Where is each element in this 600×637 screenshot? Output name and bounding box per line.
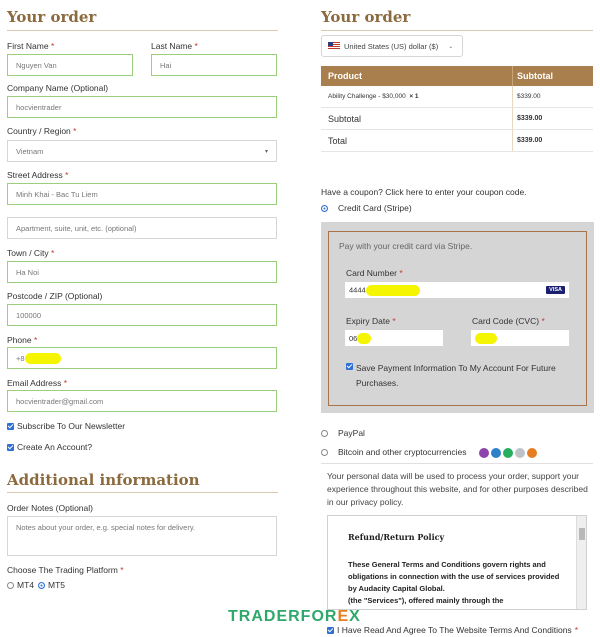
credit-card-radio[interactable]: Credit Card (Stripe) [321,203,412,213]
order-title: Your order [321,8,411,26]
postcode-input[interactable]: 100000 [7,304,277,326]
create-account-checkbox[interactable]: Create An Account? [7,442,92,452]
apartment-input[interactable]: Apartment, suite, unit, etc. (optional) [7,217,277,239]
company-label: Company Name (Optional) [7,83,109,93]
billing-title: Your order [7,8,97,26]
country-label: Country / Region * [7,126,77,136]
bitcoin-radio[interactable]: Bitcoin and other cryptocurrencies [321,447,537,458]
agree-terms-checkbox[interactable]: I Have Read And Agree To The Website Terms And Conditions * [327,625,578,635]
expiry-input[interactable]: 06 [345,330,443,346]
divider [321,30,593,31]
total-row: Total $339.00 [321,130,593,152]
expiry-label: Expiry Date * [346,316,396,326]
town-label: Town / City * [7,248,55,258]
order-table [321,66,593,152]
table-header: Product Subtotal [321,66,593,86]
policy-title: Refund/Return Policy [348,532,445,542]
cvc-input[interactable] [471,330,569,346]
divider [7,492,278,493]
policy-text: These General Terms and Conditions govern rights and obligations in connection with the use of services provided by Audacity Capital Global. (the "Services"), offered mainly through the [348,560,560,605]
currency-select[interactable]: United States (US) dollar ($) ⌄ [321,35,463,57]
email-label: Email Address * [7,378,68,388]
us-flag-icon [328,42,340,50]
visa-icon: VISA [546,286,565,294]
street-input[interactable]: Minh Khai - Bac Tu Liem [7,183,277,205]
table-row: Ability Challenge - $30,000 × 1 $339.00 [321,86,593,108]
last-name-label: Last Name * [151,41,198,51]
platform-label: Choose The Trading Platform * [7,565,124,575]
country-select[interactable]: Vietnam ▾ [7,140,277,162]
town-input[interactable]: Ha Noi [7,261,277,283]
subtotal-row: Subtotal $339.00 [321,108,593,130]
divider [7,30,278,31]
company-input[interactable]: hocvientrader [7,96,277,118]
coupon-link[interactable]: Have a coupon? Click here to enter your coupon code. [321,187,527,197]
order-notes-textarea[interactable]: Notes about your order, e.g. special notes for delivery. [7,516,277,556]
order-notes-label: Order Notes (Optional) [7,503,93,513]
phone-input[interactable]: +8 [7,347,277,369]
card-number-label: Card Number * [346,268,403,278]
last-name-input[interactable]: Hai [151,54,277,76]
cvc-label: Card Code (CVC) * [472,316,545,326]
paypal-radio[interactable]: PayPal [321,428,365,438]
chevron-down-icon: ▾ [264,148,268,155]
card-number-input[interactable]: 4444 VISA [345,282,569,298]
divider [321,463,593,464]
policy-box[interactable] [327,515,587,610]
first-name-input[interactable]: Nguyen Van [7,54,133,76]
phone-label: Phone * [7,335,38,345]
first-name-label: First Name * [7,41,55,51]
platform-mt5-radio[interactable]: MT5 [38,580,65,590]
postcode-label: Postcode / ZIP (Optional) [7,291,103,301]
newsletter-checkbox[interactable]: Subscribe To Our Newsletter [7,421,125,431]
email-input[interactable]: hocvientrader@gmail.com [7,390,277,412]
platform-mt4-radio[interactable]: MT4 [7,580,34,590]
chevron-down-icon: ⌄ [448,43,454,50]
stripe-note: Pay with your credit card via Stripe. [339,241,473,251]
privacy-text: Your personal data will be used to process your order, support your experience throughout this website, and for other purposes described in our privacy policy. [327,471,588,507]
crypto-icons [477,447,537,458]
additional-info-title: Additional information [7,471,200,489]
save-payment-checkbox[interactable]: Save Payment Information To My Account For Future Purchases. [346,361,566,391]
street-label: Street Address * [7,170,69,180]
policy-scrollbar[interactable] [576,516,586,609]
traderforex-watermark: TRADERFOREX [228,608,361,625]
